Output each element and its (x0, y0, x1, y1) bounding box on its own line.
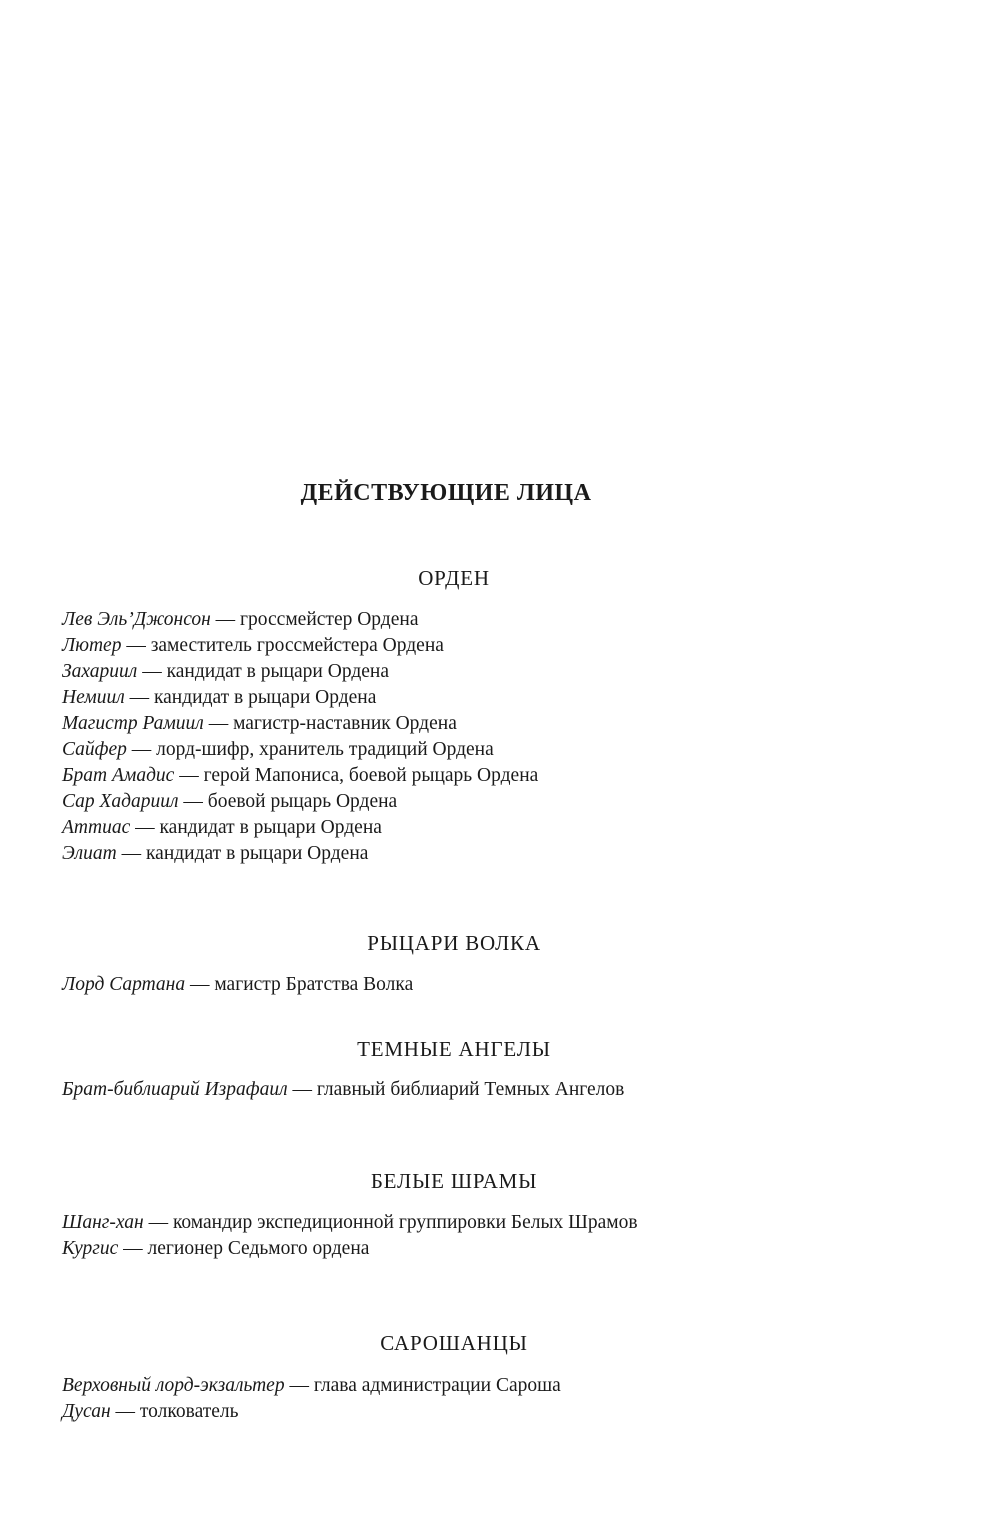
character-name: Брат-библиарий Израфаил (62, 1079, 288, 1100)
dash: — (143, 1212, 173, 1233)
dash: — (126, 739, 157, 760)
dash: — (110, 1401, 140, 1422)
dash: — (174, 765, 204, 786)
character-role: магистр Братства Волка (214, 974, 414, 995)
character-name: Дусан (62, 1401, 111, 1422)
character-name: Элиат (62, 843, 117, 864)
character-name: Захариил (62, 661, 138, 682)
character-role: гроссмейстер Ордена (240, 609, 419, 630)
character-name: Сайфер (62, 739, 127, 760)
dash: — (130, 817, 160, 838)
character-entry (62, 659, 538, 685)
dash: — (203, 713, 234, 734)
dash: — (287, 1079, 317, 1100)
page-title: ДЕЙСТВУЮЩИЕ ЛИЦА (300, 480, 592, 506)
character-list-order (62, 607, 538, 867)
character-entry (62, 1373, 561, 1399)
character-role: кандидат в рыцари Ордена (159, 817, 382, 838)
character-entry (62, 972, 413, 998)
character-role: кандидат в рыцари Ордена (145, 843, 369, 864)
character-role: магистр-наставник Ордена (233, 713, 457, 734)
character-role: кандидат в рыцари Ордена (153, 687, 377, 708)
character-list-saroshans (62, 1373, 561, 1425)
dash: — (284, 1375, 314, 1396)
character-entry (62, 633, 538, 659)
character-role: главный библиарий Темных Ангелов (316, 1079, 625, 1100)
section-heading-wolf-knights: РЫЦАРИ ВОЛКА (367, 931, 541, 955)
character-entry (62, 763, 538, 789)
character-entry (62, 1236, 638, 1262)
character-list-wolf-knights (62, 972, 413, 998)
character-name: Лютер (62, 635, 122, 656)
character-entry (62, 1077, 624, 1103)
dash: — (210, 609, 241, 630)
character-role: глава администрации Сароша (313, 1375, 561, 1396)
character-role: командир экспедиционной группировки Белых Шрамов (172, 1212, 638, 1233)
dash: — (116, 843, 146, 864)
character-name: Аттиас (62, 817, 131, 838)
dash: — (124, 687, 154, 708)
character-role: лорд-шифр, хранитель традиций Ордена (156, 739, 494, 760)
dash: — (121, 635, 151, 656)
character-name: Сар Хадариил (62, 791, 179, 812)
character-entry (62, 841, 538, 867)
character-name: Лорд Сартана (62, 974, 186, 995)
character-name: Магистр Рамиил (62, 713, 204, 734)
character-entry (62, 711, 538, 737)
section-heading-order: ОРДЕН (418, 566, 490, 590)
character-name: Шанг-хан (62, 1212, 144, 1233)
character-role: толкователь (139, 1401, 239, 1422)
character-name: Лев Эль’Джонсон (62, 609, 211, 630)
character-list-dark-angels (62, 1077, 624, 1103)
dash: — (185, 974, 215, 995)
character-role: боевой рыцарь Ордена (207, 791, 398, 812)
dash: — (137, 661, 167, 682)
character-entry (62, 789, 538, 815)
character-name: Брат Амадис (62, 765, 175, 786)
character-entry (62, 1210, 638, 1236)
character-list-white-scars (62, 1210, 638, 1262)
character-role: герой Мапониса, боевой рыцарь Ордена (203, 765, 539, 786)
dash: — (178, 791, 208, 812)
character-role: легионер Седьмого ордена (147, 1238, 370, 1259)
character-entry (62, 1399, 561, 1425)
character-entry (62, 607, 538, 633)
character-role: заместитель гроссмейстера Ордена (150, 635, 444, 656)
character-name: Немиил (62, 687, 125, 708)
character-entry (62, 815, 538, 841)
character-name: Верховный лорд-экзальтер (62, 1375, 285, 1396)
section-heading-white-scars: БЕЛЫЕ ШРАМЫ (370, 1169, 538, 1193)
section-heading-saroshans: САРОШАНЦЫ (380, 1331, 528, 1355)
dash: — (118, 1238, 148, 1259)
section-heading-dark-angels: ТЕМНЫЕ АНГЕЛЫ (357, 1037, 551, 1061)
character-role: кандидат в рыцари Ордена (166, 661, 389, 682)
character-entry (62, 737, 538, 763)
character-name: Кургис (62, 1238, 119, 1259)
character-entry (62, 685, 538, 711)
